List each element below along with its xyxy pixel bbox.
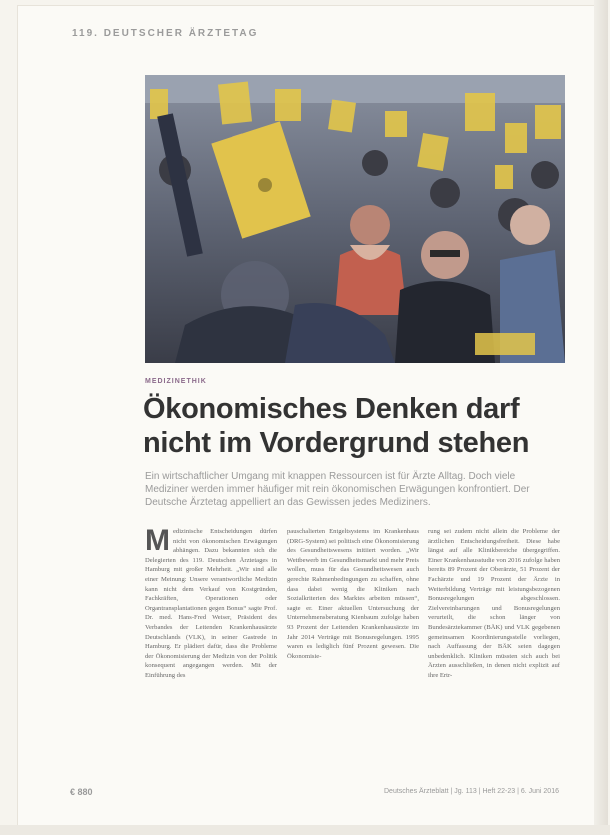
article-photo — [145, 75, 565, 363]
column-1-text: edizinische Entscheidungen dürfen nicht von ökonomischen Erwägungen abhängen. Dazu bekannten sich die Delegierten des 119. Deutschen Ärztetages in Hamburg mit großer Mehrheit. „Wir sind alle einer Meinung: Unsere verantwortliche Medizin kann nicht dem Verkauf von Kostgründen, Fachkräften, Operationen oder Organtransplantationen gegen Bonus“ sagte Prof. Dr. med. Hans-Fred Weiser, Präsident des Verbandes der Leitenden Krankenhausärzte Deutschlands (VLK), in seiner Gastrede in Hamburg. Er plädiert dafür, dass die Probleme der Ökonomisierung der Medizin von der Politik konsequent angegangen werden. Mit der Einführung des — [145, 528, 277, 679]
issue-info: Deutsches Ärzteblatt | Jg. 113 | Heft 22-23 | 6. Juni 2016 — [384, 788, 559, 795]
article-lead: Ein wirtschaftlicher Umgang mit knappen Ressourcen ist für Ärzte Alltag. Doch viele Mediziner werden immer häufiger mit rein ökonomischen Erwägungen konfrontiert. Der Deutsche Ärztetag appelliert an das Gewissen jedes Mediziners. — [145, 471, 530, 508]
article-column-3: rung sei zudem nicht allein die Probleme der ärztlichen Entscheidungsfreiheit. Diese habe längst auf alle Klinikbereiche übergegriffen. Einer Krankenhausstudie von 2016 zufolge haben bereits 89 Prozent der Oberärzte, 51 Prozent der Fachärzte und 19 Prozent der Ärzte in Weiterbildung Verträge mit leistungsbezogenen Bonusregelungen abgeschlossen. Zielvereinbarungen und Bonusregelungen verurteilt, die schon länger von Bundesärztekammer (BÄK) und VLK gegebenen gemeinsamen Koordinierungsstelle vorliegen, nach Auffassung der BÄK seien dagegen unbedenklich. Kliniken müssten sich auch bei Ärzten ausschließen, in denen nicht explizit auf ihre Ertr- — [428, 528, 560, 679]
page-number: € 880 — [70, 787, 93, 797]
drop-cap: M — [145, 524, 170, 557]
scan-edge-bottom — [0, 825, 610, 835]
article-kicker: MEDIZINETHIK — [145, 378, 207, 385]
scan-edge — [594, 0, 608, 835]
photo-delegates-voting — [145, 75, 565, 363]
article-column-2: pauschalierten Entgeltsystems im Krankenhaus (DRG-System) sei politisch eine Ökonomisierung des Gesundheitswesens initiiert worden. „Wir Wettbewerb im Gesundheitsmarkt und mehr Preis wollen, muss für das Gesundheitswesen auch gerechte Rahmenbedingungen zu schaffen, ohne dass dabei wenig die Kliniken nach Sozialkriterien des Marktes arbeiten müssen“, sagte er. Einer aktuellen Untersuchung der Unternehmensberatung Kienbaum zufolge haben 93 Prozent der Leitenden Krankenhausärzte im Jahr 2014 Verträge mit Bonusregelungen. 1995 waren es lediglich fünf Prozent gewesen. Die Ökonomisie- — [287, 528, 419, 660]
section-header: 119. DEUTSCHER ÄRZTETAG — [72, 28, 259, 39]
article-column-1 — [145, 524, 277, 681]
article-headline: Ökonomisches Denken darf nicht im Vordergrund stehen — [143, 393, 530, 459]
